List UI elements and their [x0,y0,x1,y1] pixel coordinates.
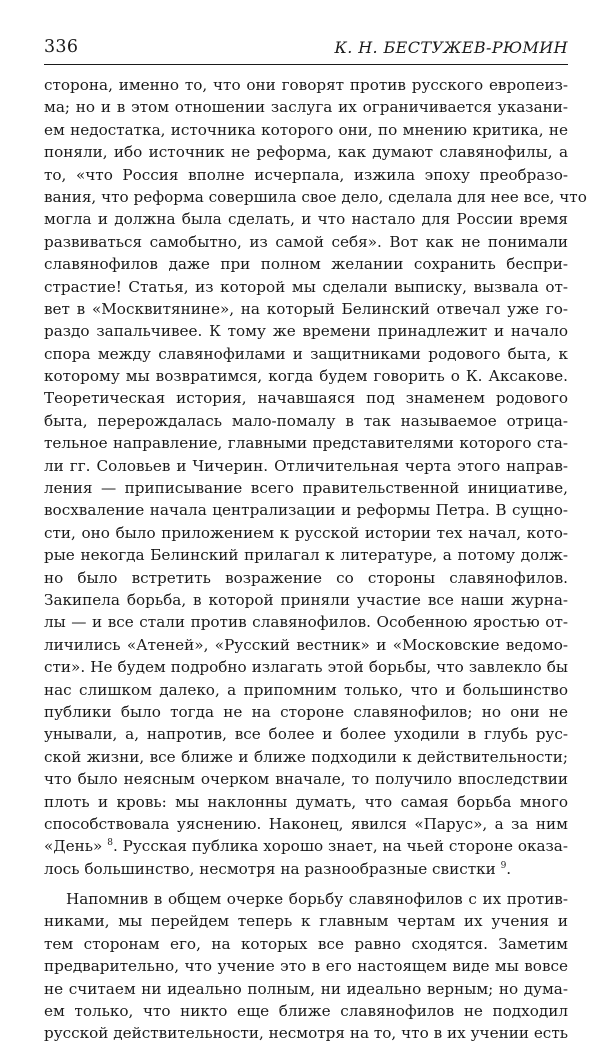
text-line: Напомнив в общем очерке борьбу славянофилов с их против- [66,890,568,909]
text-line: лы — и все стали против славянофилов. Особенною яростью от- [44,613,568,632]
text-line: тем сторонам его, на которых все равно сходятся. Заметим [44,934,568,953]
text-line: ления — приписывание всего правительственной инициативе, [44,479,568,498]
text-line: сторона, именно то, что они говорят против русского европеиз- [44,76,568,94]
footnote-reference[interactable]: 8 [107,838,113,849]
text-line: ем недостатка, источника которого они, по мнению критика, не [44,120,568,139]
footnote-reference[interactable]: 9 [500,860,507,871]
text-line: восхваление начала централизации и реформы Петра. В сущно- [44,501,568,520]
page-number: 336 [44,37,79,57]
text-line: вания, что реформа совершила свое дело, сделала для нее все, что [44,187,587,206]
body-text [44,74,587,1045]
text-line: личились «Атеней», «Русский вестник» и «Московские ведомо- [44,635,568,654]
text-line-with-footnote: «День» $^8$. Русская публика хорошо знает, на чьей стороне оказа- [44,837,568,856]
text-line: раздо запальчивее. К тому же времени принадлежит и начало [44,322,568,341]
running-head [44,34,568,65]
text-line-with-footnote: лось большинство, несмотря на разнообразные свистки $^9$. [44,859,512,878]
text-line: славянофилов даже при полном желании сохранить беспри- [44,255,568,274]
text-line: русской действительности, несмотря на то, что в их учении есть [44,1024,568,1043]
text-line: Закипела борьба, в которой приняли участие все наши журна- [44,590,568,609]
paragraph-2 [44,888,568,1045]
text-line: страстие! Статья, из которой мы сделали выписку, вызвала от- [44,277,568,296]
text-line: что было неясным очерком вначале, то получило впоследствии [44,770,568,789]
text-line: спора между славянофилами и защитниками родового быта, к [44,344,568,363]
running-title: К. Н. БЕСТУЖЕВ-РЮМИН [334,38,568,57]
text-line: развиваться самобытно, из самой себя». Вот как не понимали [44,232,568,251]
text-line: плоть и кровь: мы наклонны думать, что самая борьба много [44,792,568,811]
text-line: Теоретическая история, начавшаяся под знаменем родового [44,389,568,408]
text-line: публики было тогда не на стороне славянофилов; но они не [44,702,568,721]
text-line: нас слишком далеко, а припомним только, что и большинство [44,680,568,699]
text-line: которому мы возвратимся, когда будем говорить о К. Аксакове. [44,367,568,386]
text-line: ли гг. Соловьев и Чичерин. Отличительная черта этого направ- [44,456,568,475]
text-line: никами, мы перейдем теперь к главным чертам их учения и [44,912,568,931]
text-line: сти». Не будем подробно излагать этой борьбы, что завлекло бы [44,658,568,677]
text-line: то, «что Россия вполне исчерпала, изжила эпоху преобразо- [44,165,568,184]
text-line: могла и должна была сделать, и что настало для России время [44,210,568,229]
text-line: унывали, а, напротив, все более и более уходили в глубь рус- [44,725,568,744]
text-line: вет в «Москвитянине», на который Белинский отвечал уже го- [44,299,568,318]
text-line: ем только, что никто еще ближе славянофилов не подходил [44,1002,568,1021]
text-line: но было встретить возражение со стороны славянофилов. [44,568,568,587]
book-page [44,34,587,1045]
text-line: ма; но и в этом отношении заслуга их ограничивается указани- [44,98,568,117]
text-line: поняли, ибо источник не реформа, как думают славянофилы, а [44,143,568,162]
text-line: сти, оно было приложением к русской истории тех начал, кото- [44,523,568,542]
text-line: не считаем ни идеально полным, ни идеально верным; но дума- [44,979,568,998]
text-line: способствовала уяснению. Наконец, явился «Парус», а за ним [44,814,568,833]
text-line: тельное направление, главными представителями которого ста- [44,434,568,453]
text-line: ской жизни, все ближе и ближе подходили к действительности; [44,747,568,766]
text-line: рые некогда Белинский прилагал к литературе, а потому долж- [44,546,568,565]
text-line: предварительно, что учение это в его настоящем виде мы вовсе [44,957,568,976]
paragraph-1 [44,74,587,880]
text-line: быта, перерождалась мало-помалу в так называемое отрица- [44,411,568,430]
